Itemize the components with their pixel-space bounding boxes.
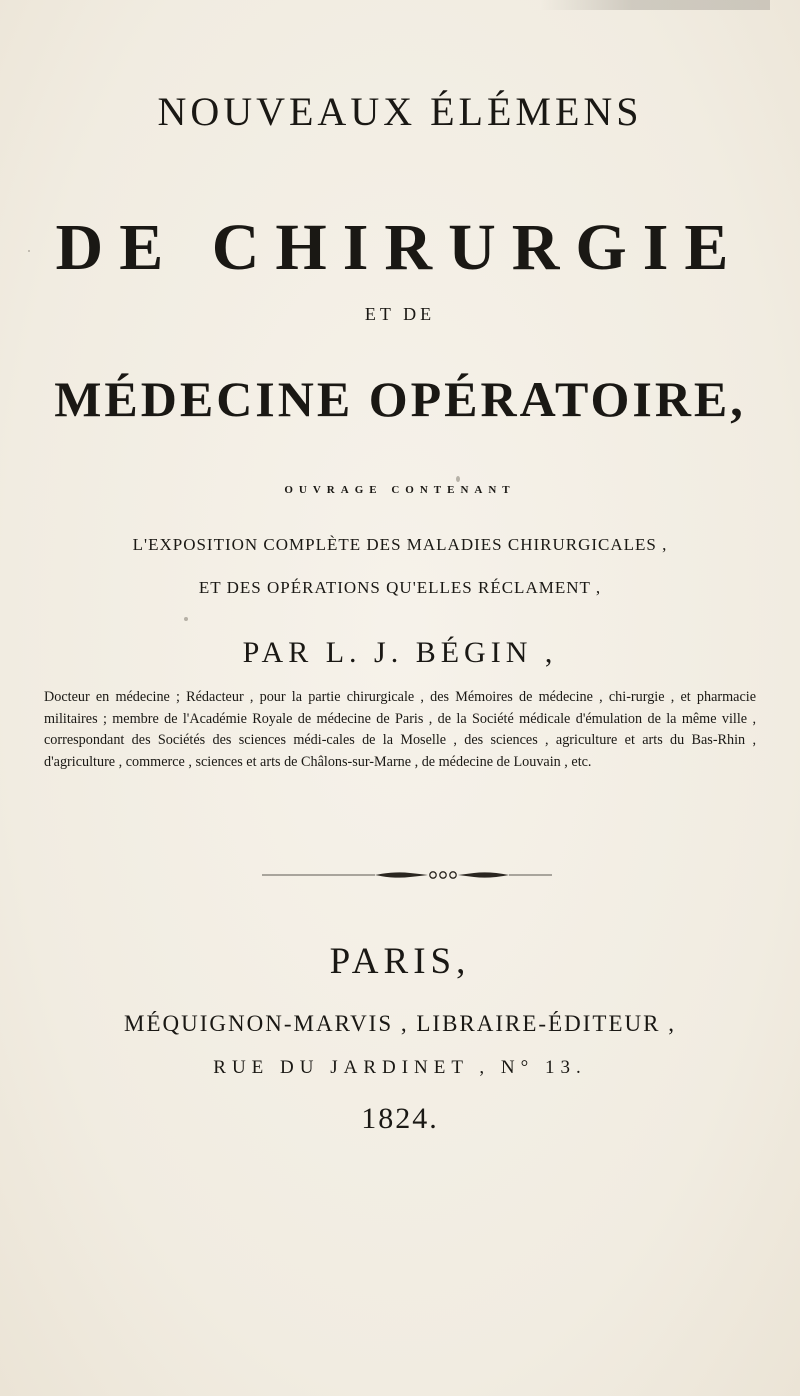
ink-speck — [28, 250, 30, 252]
title-line-4: MÉDECINE OPÉRATOIRE, — [54, 371, 746, 427]
subtitle: OUVRAGE CONTENANT — [284, 484, 516, 496]
scan-edge-mark — [540, 0, 770, 10]
city: PARIS, — [329, 941, 471, 982]
title-line-1: NOUVEAUX ÉLÉMENS — [157, 89, 643, 134]
publication-year: 1824. — [361, 1102, 439, 1135]
ink-speck — [456, 476, 460, 482]
author-line: PAR L. J. BÉGIN , — [242, 636, 558, 669]
author-description: Docteur en médecine ; Rédacteur , pour la partie chirurgicale , des Mémoires de médecine , chi-rurgie , et pharmacie militaires ; membre de l'Académie Royale de médecine de Paris , de la Société médicale d'émulation de la même ville , correspondant des Sociétés des sciences médi-cales de la Moselle , des sciences , agriculture et arts du Bas-Rhin , d'agriculture , commerce , sciences et arts de Châlons-sur-Marne , de médecine de Louvain , etc. — [44, 689, 756, 770]
content-line-1: L'EXPOSITION COMPLÈTE DES MALADIES CHIRURGICALES , — [132, 535, 668, 554]
title-line-2: DE CHIRURGIE — [55, 211, 745, 284]
title-line-3: ET DE — [364, 304, 436, 324]
ornament-icon — [0, 861, 800, 891]
ink-speck — [184, 617, 188, 621]
content-line-2: ET DES OPÉRATIONS QU'ELLES RÉCLAMENT , — [198, 578, 602, 597]
publisher: MÉQUIGNON-MARVIS , LIBRAIRE-ÉDITEUR , — [124, 1011, 676, 1036]
publisher-address: RUE DU JARDINET , N° 13. — [213, 1057, 587, 1078]
